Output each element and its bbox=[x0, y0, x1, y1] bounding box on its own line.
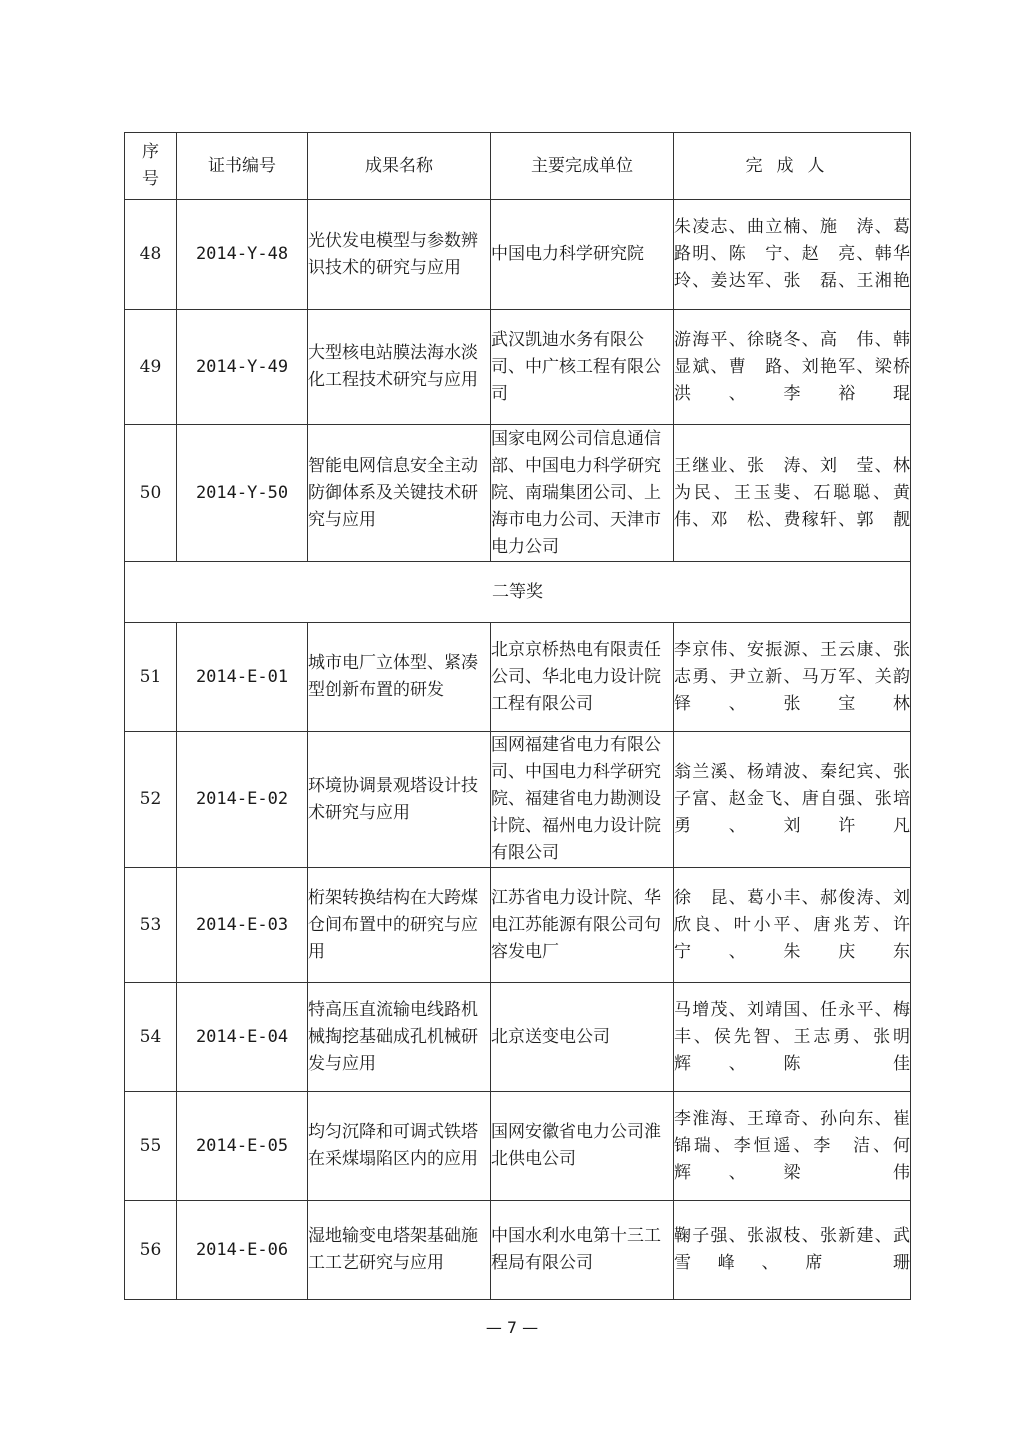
table-row bbox=[125, 732, 911, 868]
row-unit: 武汉凯迪水务有限公司、中广核工程有限公司 bbox=[491, 310, 674, 425]
row-name: 均匀沉降和可调式铁塔在采煤塌陷区内的应用 bbox=[308, 1092, 491, 1201]
table-row bbox=[125, 425, 911, 562]
header-unit: 主要完成单位 bbox=[491, 133, 674, 200]
row-unit: 北京送变电公司 bbox=[491, 983, 674, 1092]
table-row bbox=[125, 310, 911, 425]
row-name: 桁架转换结构在大跨煤仓间布置中的研究与应用 bbox=[308, 868, 491, 983]
row-name: 大型核电站膜法海水淡化工程技术研究与应用 bbox=[308, 310, 491, 425]
row-cert: 2014-Y-49 bbox=[177, 310, 308, 425]
row-cert: 2014-E-01 bbox=[177, 623, 308, 732]
awards-table bbox=[124, 132, 927, 1300]
row-people: 徐 昆、葛小丰、郝俊涛、刘欣良、叶小平、唐兆芳、许 宁、朱庆东 bbox=[674, 868, 911, 983]
row-people: 马增茂、刘靖国、任永平、梅 丰、侯先智、王志勇、张明辉、陈 佳 bbox=[674, 983, 911, 1092]
row-cert: 2014-E-05 bbox=[177, 1092, 308, 1201]
row-name: 湿地输变电塔架基础施工工艺研究与应用 bbox=[308, 1201, 491, 1300]
row-unit: 中国电力科学研究院 bbox=[491, 200, 674, 310]
table-row bbox=[125, 1201, 911, 1300]
row-name: 环境协调景观塔设计技术研究与应用 bbox=[308, 732, 491, 868]
table-row bbox=[125, 623, 911, 732]
row-cert: 2014-E-04 bbox=[177, 983, 308, 1092]
row-unit: 国网福建省电力有限公司、中国电力科学研究院、福建省电力勘测设计院、福州电力设计院有限公司 bbox=[491, 732, 674, 868]
row-cert: 2014-Y-50 bbox=[177, 425, 308, 562]
header-people: 完成人 bbox=[674, 133, 911, 200]
row-people: 鞠子强、张淑枝、张新建、武雪峰、席 珊 bbox=[674, 1201, 911, 1300]
row-seq: 48 bbox=[125, 200, 177, 310]
row-unit: 北京京桥热电有限责任公司、华北电力设计院工程有限公司 bbox=[491, 623, 674, 732]
row-seq: 55 bbox=[125, 1092, 177, 1201]
row-seq: 54 bbox=[125, 983, 177, 1092]
row-people: 李京伟、安振源、王云康、张志勇、尹立新、马万军、关韵铎、张宝林 bbox=[674, 623, 911, 732]
row-unit: 国网安徽省电力公司淮北供电公司 bbox=[491, 1092, 674, 1201]
table-row bbox=[125, 200, 911, 310]
row-people: 王继业、张 涛、刘 莹、林为民、王玉斐、石聪聪、黄 伟、邓 松、费稼轩、郭 靓 bbox=[674, 425, 911, 562]
row-name: 智能电网信息安全主动防御体系及关键技术研究与应用 bbox=[308, 425, 491, 562]
row-people: 李淮海、王璋奇、孙向东、崔锦瑞、李恒遥、李 洁、何 辉、梁 伟 bbox=[674, 1092, 911, 1201]
row-name: 光伏发电模型与参数辨识技术的研究与应用 bbox=[308, 200, 491, 310]
header-name: 成果名称 bbox=[308, 133, 491, 200]
header-cert: 证书编号 bbox=[177, 133, 308, 200]
row-seq: 52 bbox=[125, 732, 177, 868]
row-seq: 56 bbox=[125, 1201, 177, 1300]
row-cert: 2014-E-02 bbox=[177, 732, 308, 868]
table-row bbox=[125, 983, 911, 1092]
row-name: 城市电厂立体型、紧凑型创新布置的研发 bbox=[308, 623, 491, 732]
row-cert: 2014-Y-48 bbox=[177, 200, 308, 310]
row-seq: 51 bbox=[125, 623, 177, 732]
row-unit: 国家电网公司信息通信部、中国电力科学研究院、南瑞集团公司、上海市电力公司、天津市电力公司 bbox=[491, 425, 674, 562]
table-header-row bbox=[125, 133, 911, 200]
row-seq: 53 bbox=[125, 868, 177, 983]
row-unit: 中国水利水电第十三工程局有限公司 bbox=[491, 1201, 674, 1300]
header-seq: 序 号 bbox=[125, 133, 177, 200]
table-row bbox=[125, 868, 911, 983]
row-unit: 江苏省电力设计院、华电江苏能源有限公司句容发电厂 bbox=[491, 868, 674, 983]
table-row bbox=[125, 1092, 911, 1201]
row-people: 翁兰溪、杨靖波、秦纪宾、张子富、赵金飞、唐自强、张培勇、刘许凡 bbox=[674, 732, 911, 868]
section-row bbox=[125, 562, 911, 623]
row-name: 特高压直流输电线路机械掏挖基础成孔机械研发与应用 bbox=[308, 983, 491, 1092]
row-seq: 50 bbox=[125, 425, 177, 562]
section-title: 二等奖 bbox=[125, 562, 911, 623]
row-seq: 49 bbox=[125, 310, 177, 425]
row-cert: 2014-E-03 bbox=[177, 868, 308, 983]
row-cert: 2014-E-06 bbox=[177, 1201, 308, 1300]
page-number: — 7 — bbox=[485, 1318, 539, 1337]
row-people: 游海平、徐晓冬、高 伟、韩显斌、曹 路、刘艳军、梁桥洪、李裕琨 bbox=[674, 310, 911, 425]
row-people: 朱凌志、曲立楠、施 涛、葛路明、陈 宁、赵 亮、韩华玲、姜达军、张 磊、王湘艳 bbox=[674, 200, 911, 310]
